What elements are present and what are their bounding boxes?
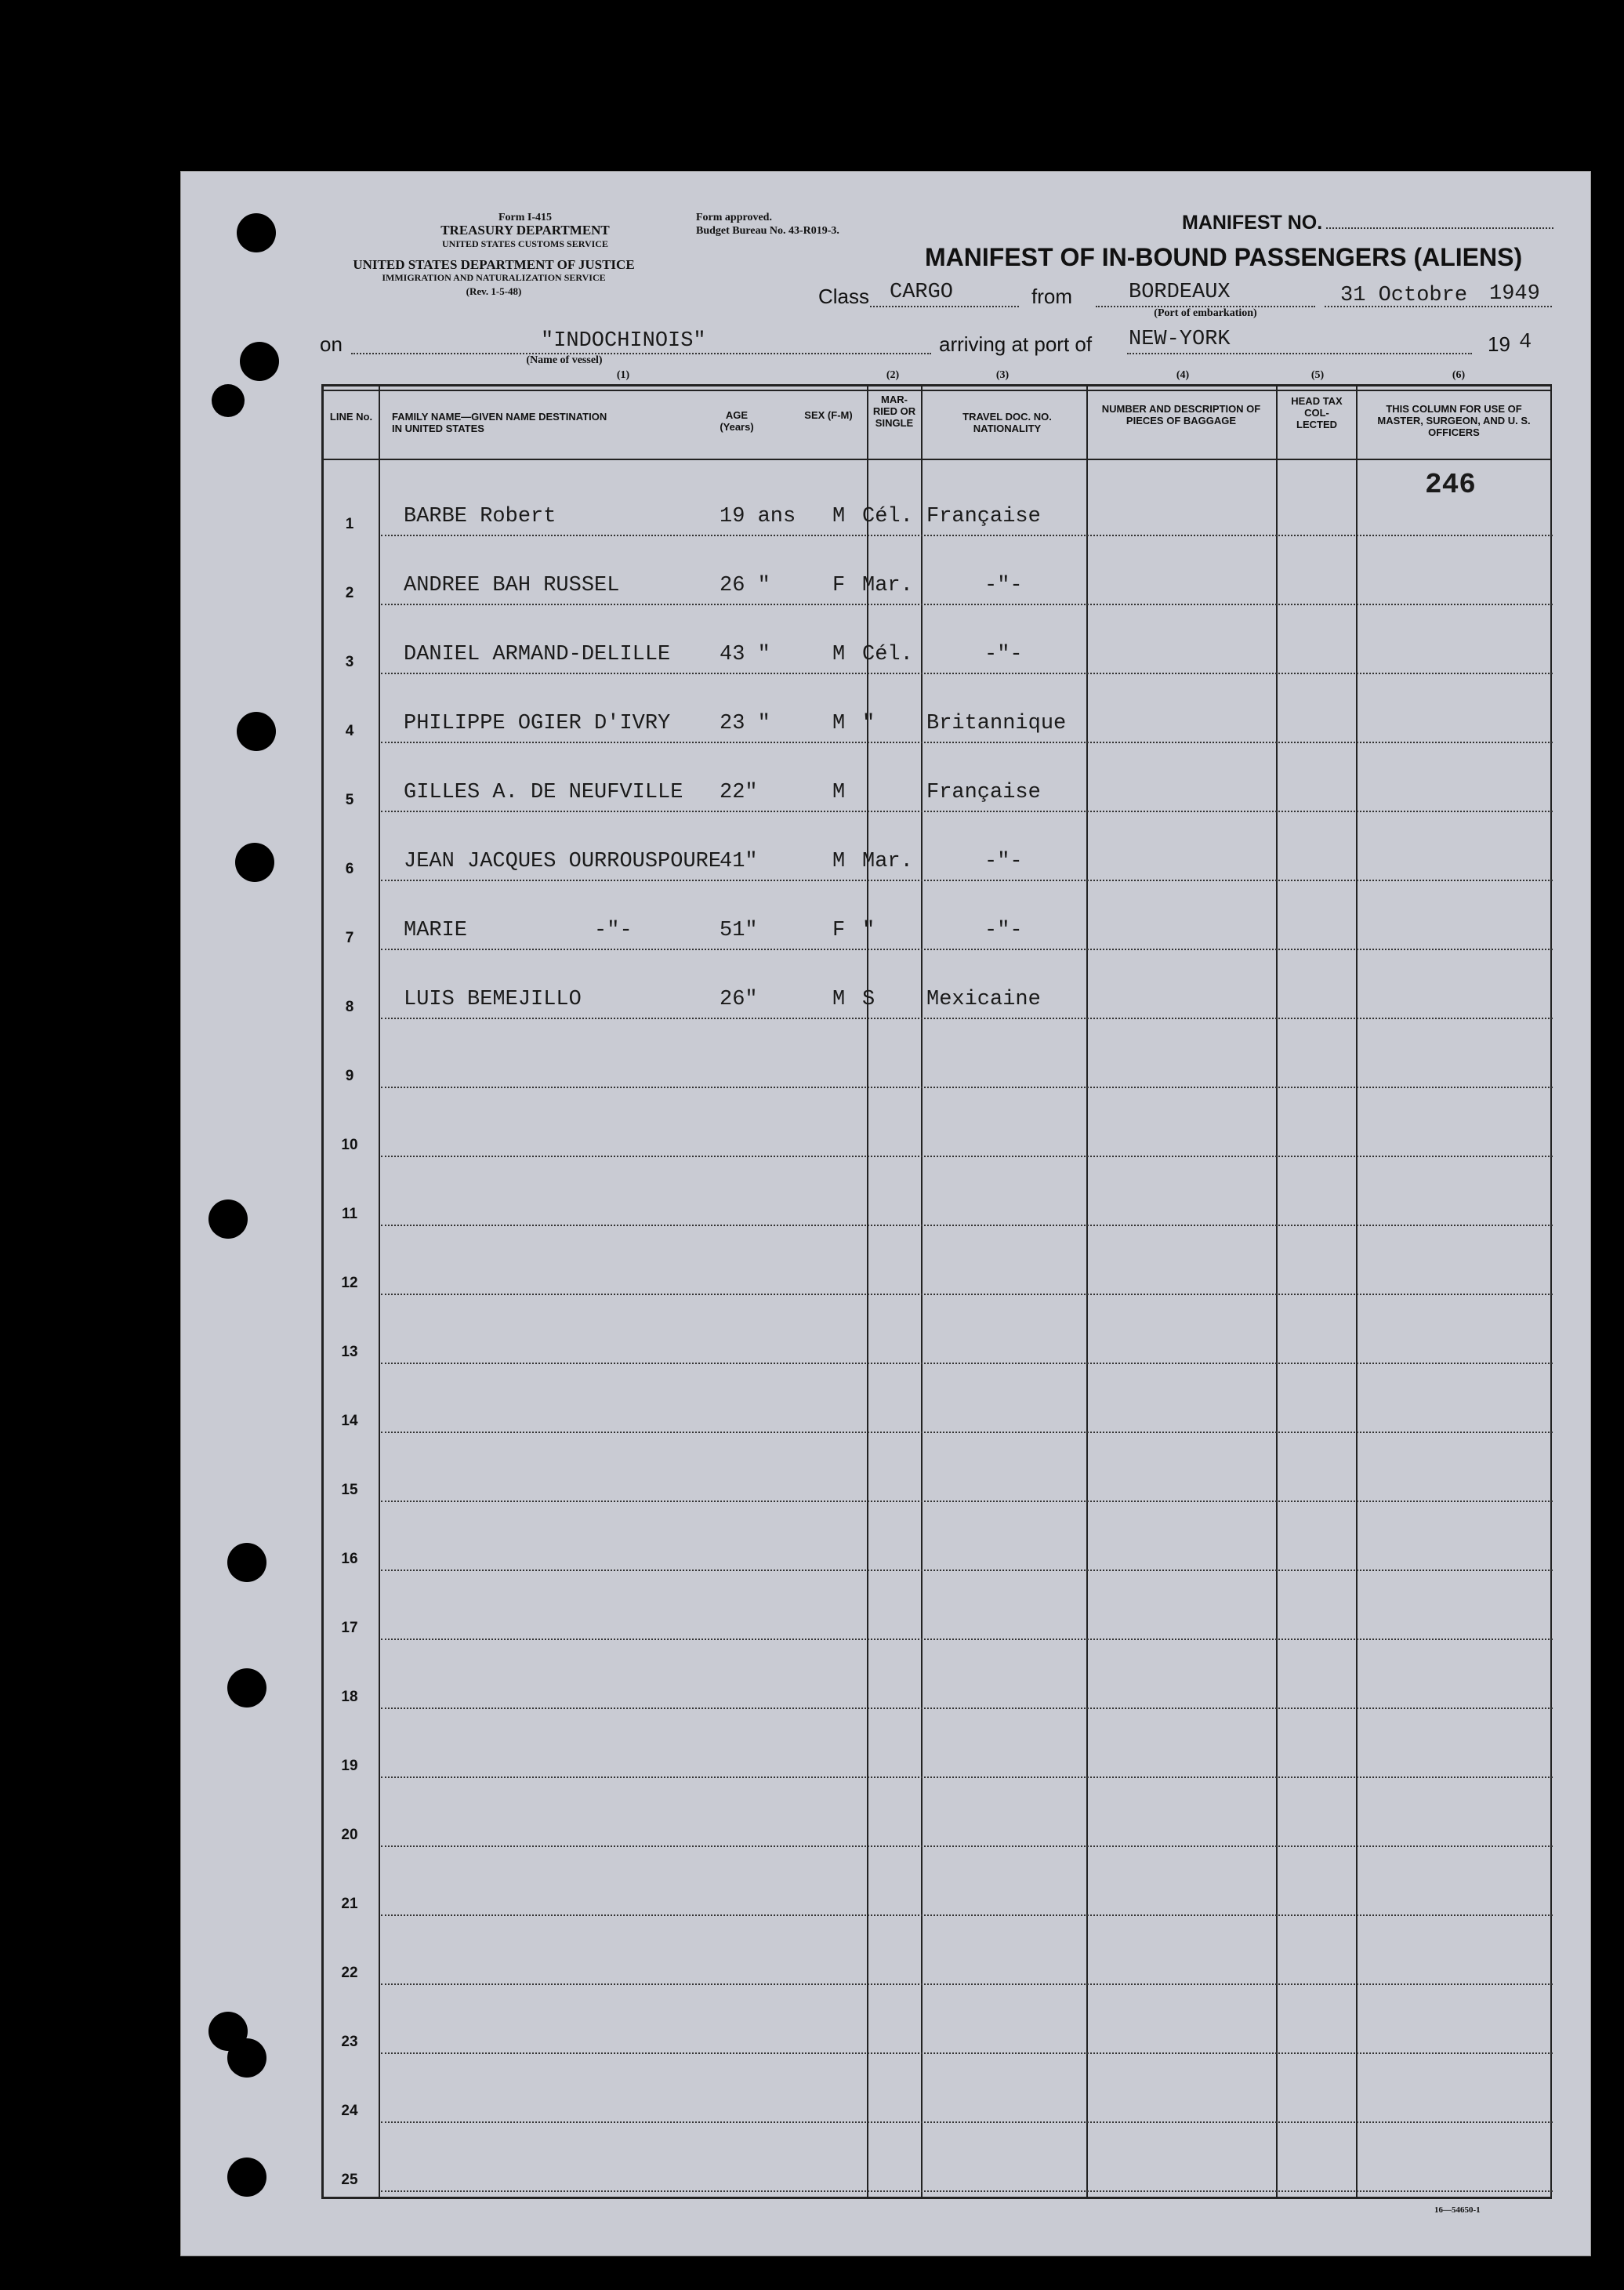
row-rule bbox=[381, 811, 1553, 812]
row-rule bbox=[381, 1501, 1553, 1502]
col-header-name: FAMILY NAME—GIVEN NAME DESTINATION IN UNITED STATES bbox=[392, 411, 607, 434]
manifest-page bbox=[180, 171, 1591, 2256]
row-number: 11 bbox=[341, 1206, 358, 1222]
form-number: Form I-415 bbox=[498, 212, 553, 223]
row-rule bbox=[381, 1983, 1553, 1985]
col-header-sex: SEX (F-M) bbox=[804, 409, 853, 421]
punch-hole bbox=[237, 213, 276, 252]
row-number: 8 bbox=[345, 999, 354, 1015]
passenger-nationality: -"- bbox=[984, 574, 1023, 597]
passenger-name: LUIS BEMEJILLO bbox=[404, 988, 582, 1011]
passenger-sex: M bbox=[832, 505, 846, 528]
row-number: 22 bbox=[341, 1965, 358, 1981]
col-num-2: (2) bbox=[886, 369, 900, 381]
vessel-value: "INDOCHINOIS" bbox=[541, 329, 706, 353]
customs-service: UNITED STATES CUSTOMS SERVICE bbox=[442, 238, 608, 249]
row-rule bbox=[381, 604, 1553, 605]
col-line-travel bbox=[921, 384, 923, 2198]
table-left bbox=[321, 384, 324, 2198]
col-line-officers bbox=[1356, 384, 1358, 2198]
row-rule bbox=[381, 1776, 1553, 1778]
row-number: 13 bbox=[341, 1344, 358, 1360]
footer-code: 16—54650-1 bbox=[1434, 2205, 1481, 2215]
row-rule bbox=[381, 1708, 1553, 1709]
passenger-age: 26" bbox=[720, 988, 758, 1011]
col-num-3: (3) bbox=[995, 369, 1010, 381]
passenger-nationality: -"- bbox=[984, 919, 1023, 942]
col-num-4: (4) bbox=[1176, 369, 1190, 381]
officer-number: 246 bbox=[1425, 469, 1476, 501]
port-caption: (Port of embarkation) bbox=[1154, 307, 1257, 319]
passenger-age: 41" bbox=[720, 850, 758, 873]
row-rule bbox=[381, 535, 1553, 536]
passenger-name: JEAN JACQUES OURROUSPOURE bbox=[404, 850, 722, 873]
header-bottom bbox=[321, 459, 1552, 460]
row-rule bbox=[381, 880, 1553, 881]
row-number: 15 bbox=[341, 1482, 358, 1498]
date-value: 31 Octobre bbox=[1340, 284, 1468, 307]
manifest-no-field bbox=[1326, 227, 1553, 229]
row-rule bbox=[381, 1294, 1553, 1295]
arriving-label: arriving at port of bbox=[939, 332, 1093, 356]
passenger-sex: F bbox=[832, 919, 846, 942]
punch-hole bbox=[227, 1543, 266, 1582]
treasury-dept: TREASURY DEPARTMENT bbox=[440, 223, 610, 238]
port-value: BORDEAUX bbox=[1129, 281, 1231, 304]
date-field bbox=[1325, 306, 1552, 307]
row-rule bbox=[381, 1156, 1553, 1157]
passenger-sex: F bbox=[832, 574, 846, 597]
punch-hole bbox=[235, 843, 274, 882]
row-rule bbox=[381, 742, 1553, 743]
col-num-1: (1) bbox=[616, 369, 630, 381]
row-rule bbox=[381, 1914, 1553, 1916]
row-number: 1 bbox=[345, 516, 354, 532]
passenger-marital-status: " bbox=[862, 712, 875, 735]
passenger-marital-status: Cél. bbox=[862, 505, 913, 528]
row-number: 19 bbox=[341, 1758, 358, 1774]
row-rule bbox=[381, 1432, 1553, 1433]
vessel-field bbox=[351, 353, 931, 354]
row-number: 12 bbox=[341, 1275, 358, 1291]
passenger-nationality: Britannique bbox=[926, 712, 1067, 735]
passenger-name: MARIE -"- bbox=[404, 919, 633, 942]
passenger-sex: M bbox=[832, 850, 846, 873]
row-number: 6 bbox=[345, 861, 354, 877]
col-num-5: (5) bbox=[1310, 369, 1325, 381]
passenger-sex: M bbox=[832, 712, 846, 735]
passenger-marital-status: Cél. bbox=[862, 643, 913, 666]
passenger-sex: M bbox=[832, 781, 846, 804]
punch-hole bbox=[212, 384, 245, 417]
row-number: 3 bbox=[345, 654, 354, 670]
col-header-officers: THIS COLUMN FOR USE OF MASTER, SURGEON, AND U. S. OFFICERS bbox=[1377, 403, 1531, 438]
punch-hole bbox=[240, 342, 279, 381]
passenger-nationality: -"- bbox=[984, 643, 1023, 666]
passenger-nationality: Mexicaine bbox=[926, 988, 1041, 1011]
passenger-name: BARBE Robert bbox=[404, 505, 556, 528]
row-rule bbox=[381, 1845, 1553, 1847]
col-header-travel: TRAVEL DOC. NO. NATIONALITY bbox=[962, 411, 1052, 434]
col-header-married: MAR- RIED OR SINGLE bbox=[872, 394, 916, 429]
row-rule bbox=[381, 1087, 1553, 1088]
row-rule bbox=[381, 1363, 1553, 1364]
passenger-name: DANIEL ARMAND-DELILLE bbox=[404, 643, 671, 666]
col-line-tax bbox=[1276, 384, 1278, 2198]
passenger-marital-status: Mar. bbox=[862, 850, 913, 873]
row-number: 7 bbox=[345, 930, 354, 946]
row-rule bbox=[381, 949, 1553, 950]
passenger-age: 26 " bbox=[720, 574, 770, 597]
passenger-age: 43 " bbox=[720, 643, 770, 666]
row-rule bbox=[381, 673, 1553, 674]
table-top bbox=[321, 384, 1552, 387]
row-rule bbox=[381, 1639, 1553, 1640]
from-label: from bbox=[1031, 285, 1072, 308]
passenger-nationality: -"- bbox=[984, 850, 1023, 873]
row-rule bbox=[381, 2190, 1553, 2192]
passenger-age: 23 " bbox=[720, 712, 770, 735]
passenger-name: ANDREE BAH RUSSEL bbox=[404, 574, 620, 597]
arriving-field bbox=[1127, 353, 1472, 354]
row-number: 21 bbox=[341, 1896, 358, 1912]
arrival-year-prefix: 19 bbox=[1488, 332, 1510, 356]
passenger-sex: M bbox=[832, 988, 846, 1011]
row-number: 18 bbox=[341, 1689, 358, 1705]
punch-hole bbox=[227, 2158, 266, 2197]
class-label: Class bbox=[818, 285, 870, 308]
punch-hole bbox=[227, 1668, 266, 1708]
row-number: 20 bbox=[341, 1827, 358, 1843]
immigration-service: IMMIGRATION AND NATURALIZATION SERVICE bbox=[382, 272, 606, 283]
row-number: 24 bbox=[341, 2103, 358, 2119]
revision: (Rev. 1-5-48) bbox=[466, 285, 522, 297]
col-header-baggage: NUMBER AND DESCRIPTION OF PIECES OF BAGGAGE bbox=[1101, 403, 1261, 426]
row-rule bbox=[381, 1570, 1553, 1571]
table-top-2 bbox=[321, 390, 1552, 391]
date-year: 1949 bbox=[1489, 282, 1540, 306]
passenger-marital-status: Mar. bbox=[862, 574, 913, 597]
row-number: 14 bbox=[341, 1413, 358, 1429]
row-rule bbox=[381, 1225, 1553, 1226]
passenger-age: 51" bbox=[720, 919, 758, 942]
passenger-name: PHILIPPE OGIER D'IVRY bbox=[404, 712, 671, 735]
class-value: CARGO bbox=[890, 281, 954, 304]
on-label: on bbox=[320, 332, 343, 356]
row-number: 16 bbox=[341, 1551, 358, 1567]
passenger-nationality: Française bbox=[926, 505, 1041, 528]
col-num-6: (6) bbox=[1452, 369, 1466, 381]
passenger-age: 22" bbox=[720, 781, 758, 804]
row-number: 25 bbox=[341, 2172, 358, 2188]
passenger-name: GILLES A. DE NEUFVILLE bbox=[404, 781, 683, 804]
passenger-marital-status: " bbox=[862, 919, 875, 942]
row-rule bbox=[381, 2052, 1553, 2054]
passenger-marital-status: S bbox=[862, 988, 875, 1011]
row-number: 5 bbox=[345, 792, 354, 808]
col-header-tax: HEAD TAX COL- LECTED bbox=[1291, 395, 1343, 430]
arriving-value: NEW-YORK bbox=[1129, 328, 1231, 351]
punch-hole bbox=[237, 712, 276, 751]
form-approved: Form approved. bbox=[696, 212, 772, 223]
punch-hole bbox=[208, 1199, 248, 1239]
col-header-age: AGE (Years) bbox=[720, 409, 754, 433]
col-line-baggage bbox=[1086, 384, 1088, 2198]
arrival-year-suffix: 4 bbox=[1519, 331, 1532, 354]
row-rule bbox=[381, 2121, 1553, 2123]
justice-dept: UNITED STATES DEPARTMENT OF JUSTICE bbox=[353, 257, 635, 272]
budget-bureau: Budget Bureau No. 43-R019-3. bbox=[696, 225, 839, 237]
table-right bbox=[1550, 384, 1552, 2198]
row-number: 17 bbox=[341, 1620, 358, 1636]
manifest-title: MANIFEST OF IN-BOUND PASSENGERS (ALIENS) bbox=[925, 243, 1523, 271]
row-rule bbox=[381, 1018, 1553, 1019]
manifest-no-label: MANIFEST NO. bbox=[1182, 212, 1323, 234]
row-number: 9 bbox=[345, 1068, 354, 1084]
table-bottom bbox=[321, 2197, 1552, 2199]
row-number: 23 bbox=[341, 2034, 358, 2050]
class-field bbox=[870, 306, 1019, 307]
punch-hole bbox=[227, 2038, 266, 2078]
row-number: 2 bbox=[345, 585, 354, 601]
col-header-line: LINE No. bbox=[329, 411, 373, 423]
row-number: 10 bbox=[341, 1137, 358, 1153]
col-line-name bbox=[379, 384, 380, 2198]
passenger-sex: M bbox=[832, 643, 846, 666]
row-number: 4 bbox=[345, 723, 354, 739]
passenger-nationality: Française bbox=[926, 781, 1041, 804]
vessel-caption: (Name of vessel) bbox=[526, 354, 603, 366]
passenger-age: 19 ans bbox=[720, 505, 796, 528]
